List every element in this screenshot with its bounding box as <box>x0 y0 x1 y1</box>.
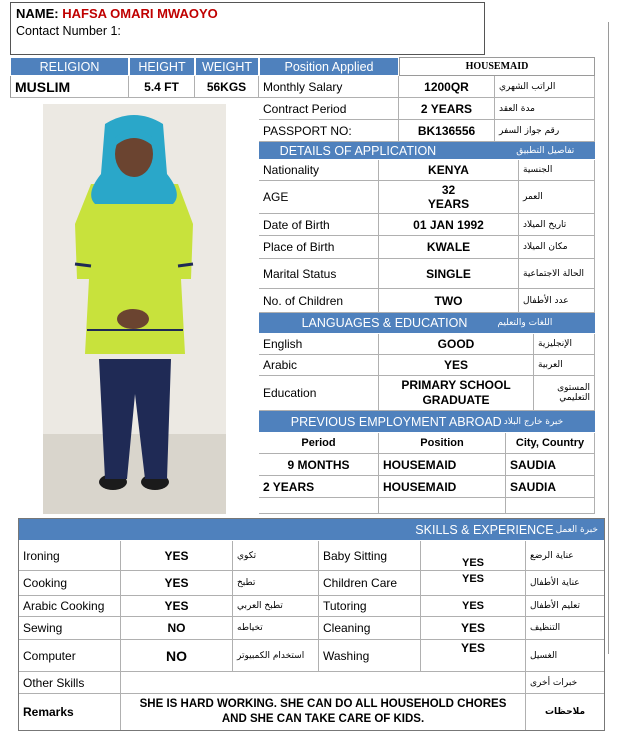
employment-row-period: 2 YEARS <box>259 476 379 498</box>
application-section-title <box>259 142 595 160</box>
other-skills-label: Other Skills <box>19 672 121 694</box>
right-border <box>608 22 609 654</box>
employment-row-city: SAUDIA <box>506 476 595 498</box>
skill-cooking-value: YES <box>121 571 233 596</box>
skill-arabiccooking-value: YES <box>121 596 233 617</box>
skills-title-arabic: خبرة العمل <box>555 524 598 535</box>
skill-computer-value: NO <box>121 640 233 672</box>
remarks-label: Remarks <box>19 694 121 730</box>
candidate-name: HAFSA OMARI MWAOYO <box>62 6 218 21</box>
skill-childrencare-arabic: عناية الأطفال <box>526 571 604 596</box>
skill-tutoring-value: YES <box>421 596 526 617</box>
arabic-value: YES <box>379 355 534 376</box>
contract-label: Contract Period <box>259 98 399 120</box>
employment-row-position: HOUSEMAID <box>379 476 506 498</box>
weight-header: WEIGHT <box>195 57 259 76</box>
skill-cleaning-value: YES <box>421 617 526 640</box>
employment-row-city: SAUDIA <box>506 454 595 476</box>
education-line2: GRADUATE <box>422 393 490 407</box>
passport-arabic: رقم جواز السفر <box>495 120 595 142</box>
height-value: 5.4 FT <box>129 76 195 98</box>
skill-computer-label: Computer <box>19 640 121 672</box>
salary-arabic: الراتب الشهري <box>495 76 595 98</box>
weight-value: 56KGS <box>195 76 259 98</box>
other-skills-arabic: خبرات أخرى <box>526 672 604 694</box>
arabic-arabic: العربية <box>534 355 595 376</box>
education-value <box>379 376 534 411</box>
dob-arabic: تاريخ الميلاد <box>519 214 595 236</box>
passport-label: PASSPORT NO: <box>259 120 399 142</box>
remarks-line1: SHE IS HARD WORKING. SHE CAN DO ALL HOUSEHOLD CHORES <box>139 698 507 710</box>
employment-empty-row <box>379 498 506 514</box>
skill-arabiccooking-arabic: تطبخ العربي <box>233 596 319 617</box>
pob-label: Place of Birth <box>259 236 379 259</box>
skill-washing-value: YES <box>421 640 526 672</box>
nationality-label: Nationality <box>259 160 379 181</box>
salary-value: 1200QR <box>399 76 495 98</box>
name-label <box>16 6 218 21</box>
marital-arabic: الحالة الاجتماعية <box>519 259 595 289</box>
employment-row-period: 9 MONTHS <box>259 454 379 476</box>
employment-col-position: Position <box>379 433 506 454</box>
employment-empty-row <box>506 498 595 514</box>
skill-cleaning-label: Cleaning <box>319 617 421 640</box>
age-unit: YEARS <box>427 197 470 211</box>
skill-tutoring-arabic: تعليم الأطفال <box>526 596 604 617</box>
english-label: English <box>259 334 379 355</box>
children-value: TWO <box>379 289 519 313</box>
skill-cleaning-arabic: التنظيف <box>526 617 604 640</box>
children-arabic: عدد الأطفال <box>519 289 595 313</box>
skill-sewing-arabic: تخياطه <box>233 617 319 640</box>
education-label: Education <box>259 376 379 411</box>
dob-label: Date of Birth <box>259 214 379 236</box>
age-label: AGE <box>259 181 379 214</box>
employment-title-arabic: خبرة خارج البلاد <box>503 416 564 427</box>
contract-arabic: مدة العقد <box>495 98 595 120</box>
arabic-label: Arabic <box>259 355 379 376</box>
age-value <box>379 181 519 214</box>
employment-col-city: City, Country <box>506 433 595 454</box>
english-arabic: الإنجليزية <box>534 334 595 355</box>
skill-ironing-value: YES <box>121 541 233 571</box>
dob-value: 01 JAN 1992 <box>379 214 519 236</box>
skill-childrencare-label: Children Care <box>319 571 421 596</box>
age-number: 32 <box>441 183 456 197</box>
skill-arabiccooking-label: Arabic Cooking <box>19 596 121 617</box>
skill-ironing-arabic: تكوي <box>233 541 319 571</box>
salary-label: Monthly Salary <box>259 76 399 98</box>
skill-washing-arabic: الغسيل <box>526 640 604 672</box>
religion-value: MUSLIM <box>10 76 129 98</box>
employment-section-title <box>259 411 595 433</box>
remarks-value <box>121 694 526 730</box>
skill-babysitting-label: Baby Sitting <box>319 541 421 571</box>
skill-cooking-label: Cooking <box>19 571 121 596</box>
name-caption: NAME: <box>16 6 59 21</box>
skill-tutoring-label: Tutoring <box>319 596 421 617</box>
languages-title-arabic: اللغات والتعليم <box>497 318 553 328</box>
remarks-arabic: ملاحظات <box>544 707 586 717</box>
skill-babysitting-value: YES <box>421 541 526 571</box>
employment-row-position: HOUSEMAID <box>379 454 506 476</box>
education-line1: PRIMARY SCHOOL <box>401 378 511 392</box>
languages-section-title <box>259 313 595 334</box>
other-skills-value <box>121 672 526 694</box>
skill-sewing-value: NO <box>121 617 233 640</box>
position-value: HOUSEMAID <box>399 57 595 76</box>
skills-section-title <box>19 519 604 541</box>
marital-label: Marital Status <box>259 259 379 289</box>
contact-label: Contact Number 1: <box>16 24 121 38</box>
languages-title: LANGUAGES & EDUCATION <box>301 316 468 330</box>
age-arabic: العمر <box>519 181 595 214</box>
marital-value: SINGLE <box>379 259 519 289</box>
position-header: Position Applied <box>259 57 399 76</box>
portrait-illustration <box>43 104 226 514</box>
skills-title: SKILLS & EXPERIENCE <box>415 522 554 537</box>
employment-empty-row <box>259 498 379 514</box>
employment-title: PREVIOUS EMPLOYMENT ABROAD <box>290 414 502 429</box>
remarks-line2: AND SHE CAN TAKE CARE OF KIDS. <box>221 713 425 725</box>
passport-value: BK136556 <box>399 120 495 142</box>
contract-value: 2 YEARS <box>399 98 495 120</box>
application-title-arabic: تفاصيل التطبيق <box>516 145 575 156</box>
skill-computer-arabic: استخدام الكمبيوتر <box>233 640 319 672</box>
religion-header: RELIGION <box>10 57 129 76</box>
children-label: No. of Children <box>259 289 379 313</box>
pob-arabic: مكان الميلاد <box>519 236 595 259</box>
skill-childrencare-value: YES <box>421 571 526 596</box>
skill-ironing-label: Ironing <box>19 541 121 571</box>
height-header: HEIGHT <box>129 57 195 76</box>
nationality-value: KENYA <box>379 160 519 181</box>
candidate-photo <box>43 104 226 514</box>
skill-sewing-label: Sewing <box>19 617 121 640</box>
skill-washing-label: Washing <box>319 640 421 672</box>
employment-col-period: Period <box>259 433 379 454</box>
education-arabic: المستوى التعليمي <box>534 376 595 411</box>
application-title: DETAILS OF APPLICATION <box>279 143 437 158</box>
pob-value: KWALE <box>379 236 519 259</box>
skill-babysitting-arabic: عناية الرضع <box>526 541 604 571</box>
english-value: GOOD <box>379 334 534 355</box>
skill-cooking-arabic: تطبخ <box>233 571 319 596</box>
nationality-arabic: الجنسية <box>519 160 595 181</box>
